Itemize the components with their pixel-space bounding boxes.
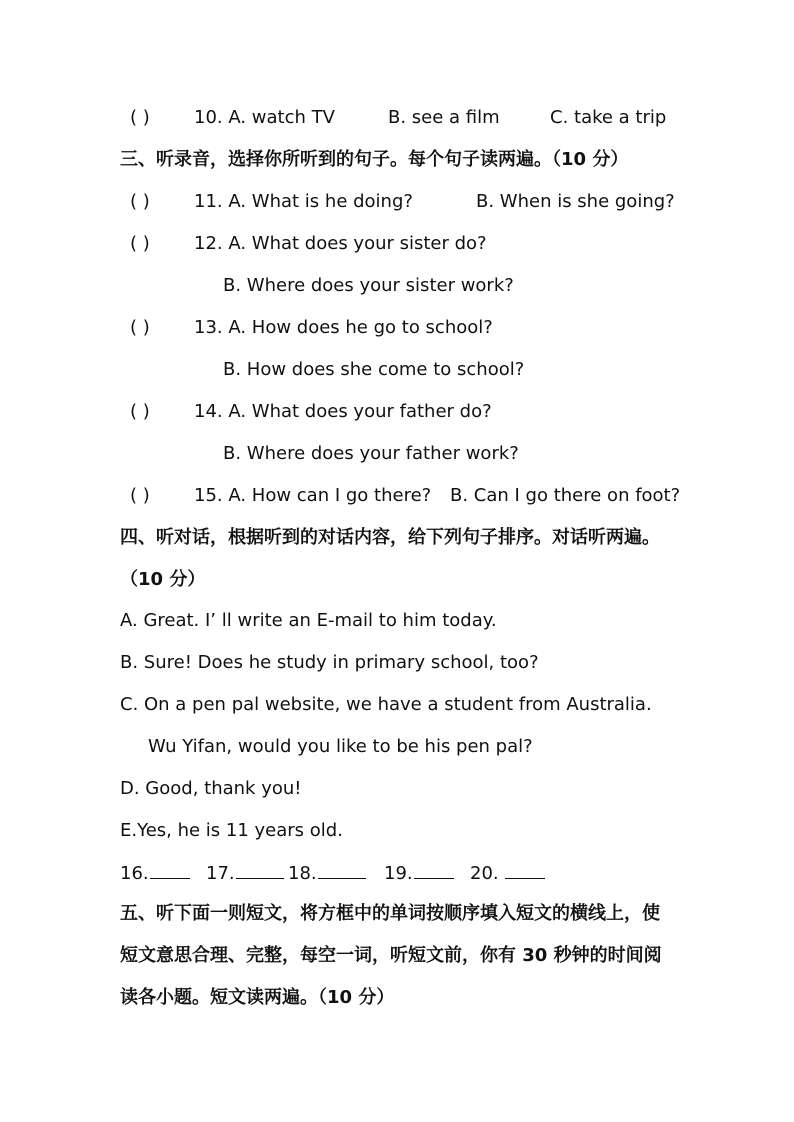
question-15 <box>120 481 680 511</box>
question-14-option-b: B. Where does your father work? <box>223 443 519 464</box>
section-5-heading: 五、听下面一则短文，将方框中的单词按顺序填入短文的横线上，使 <box>120 903 660 924</box>
blank-18[interactable] <box>288 858 366 889</box>
question-13-option-b: B. How does she come to school? <box>223 359 525 380</box>
option-a: 14. A. What does your father do? <box>194 401 492 422</box>
blank-19[interactable] <box>384 858 454 889</box>
option-a: 10. A. watch TV <box>194 107 335 128</box>
option-b: B. Can I go there on foot? <box>450 485 681 506</box>
section-4-heading-score: （10 分） <box>120 569 206 590</box>
answer-paren: ( ) <box>130 317 150 338</box>
section-3-heading: 三、听录音，选择你所听到的句子。每个句子读两遍。（10 分） <box>120 149 629 170</box>
answer-paren: ( ) <box>130 401 150 422</box>
option-c: C. take a trip <box>550 107 667 128</box>
sentence-d: D. Good, thank you! <box>120 778 302 799</box>
answer-blanks-row <box>120 858 560 888</box>
sentence-c-continued: Wu Yifan, would you like to be his pen pal? <box>148 736 533 757</box>
question-13 <box>120 313 680 343</box>
question-12-option-b: B. Where does your sister work? <box>223 275 514 296</box>
question-10 <box>120 103 680 133</box>
blank-16[interactable] <box>120 858 190 889</box>
sentence-c: C. On a pen pal website, we have a student from Australia. <box>120 694 652 715</box>
blank-18-label: 18. <box>288 863 317 884</box>
option-b: B. see a film <box>388 107 500 128</box>
blank-17[interactable] <box>206 858 284 889</box>
question-14 <box>120 397 680 427</box>
blank-20-label: 20. <box>470 863 499 884</box>
sentence-a: A. Great. I’ ll write an E-mail to him today. <box>120 610 497 631</box>
blank-16-label: 16. <box>120 863 149 884</box>
section-5-heading-line3: 读各小题。短文读两遍。（10 分） <box>120 987 395 1008</box>
option-a: 15. A. How can I go there? <box>194 485 432 506</box>
sentence-e: E.Yes, he is 11 years old. <box>120 820 343 841</box>
question-11 <box>120 187 680 217</box>
option-a: 11. A. What is he doing? <box>194 191 413 212</box>
blank-19-label: 19. <box>384 863 413 884</box>
answer-paren: ( ) <box>130 485 150 506</box>
option-b: B. When is she going? <box>476 191 675 212</box>
section-5-heading-line2: 短文意思合理、完整，每空一词，听短文前，你有 30 秒钟的时间阅 <box>120 945 662 966</box>
sentence-b: B. Sure! Does he study in primary school, too? <box>120 652 539 673</box>
answer-paren: ( ) <box>130 191 150 212</box>
option-a: 13. A. How does he go to school? <box>194 317 493 338</box>
answer-paren: ( ) <box>130 233 150 254</box>
question-12 <box>120 229 680 259</box>
blank-20[interactable] <box>470 858 545 889</box>
section-4-heading: 四、听对话，根据听到的对话内容，给下列句子排序。对话听两遍。 <box>120 527 660 548</box>
option-a: 12. A. What does your sister do? <box>194 233 487 254</box>
answer-paren: ( ) <box>130 107 150 128</box>
blank-17-label: 17. <box>206 863 235 884</box>
